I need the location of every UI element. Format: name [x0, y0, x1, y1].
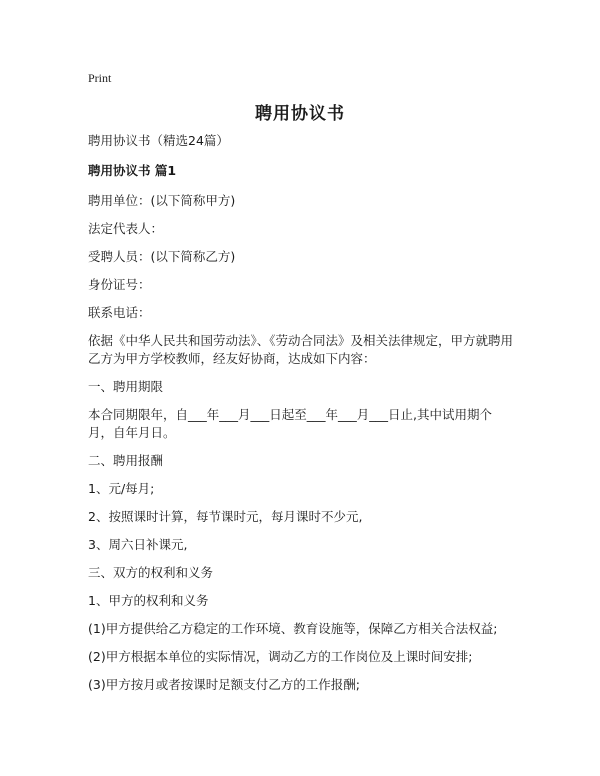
- paragraph-employer: 聘用单位：(以下简称甲方): [88, 193, 236, 208]
- paragraph-phone: 联系电话：: [88, 305, 151, 320]
- paragraph-legal-rep: 法定代表人：: [88, 221, 164, 236]
- paragraph-right-1: (1)甲方提供给乙方稳定的工作环境、教育设施等，保障乙方相关合法权益;: [88, 621, 498, 636]
- paragraph-right-3: (3)甲方按月或者按课时足额支付乙方的工作报酬;: [88, 677, 360, 692]
- heading-party-a-rights: 1、甲方的权利和义务: [88, 593, 209, 608]
- paragraph-comp-3: 3、周六日补课元,: [88, 537, 188, 552]
- paragraph-term: 本合同期限年，自___年___月___日起至___年___月___日止,其中试用期个月，自年月日。: [88, 407, 492, 440]
- print-label: Print: [88, 71, 112, 85]
- paragraph-right-2: (2)甲方根据本单位的实际情况，调动乙方的工作岗位及上课时间安排;: [88, 649, 473, 664]
- heading-compensation: 二、聘用报酬: [88, 453, 164, 468]
- paragraph-comp-1: 1、元/每月;: [88, 481, 155, 496]
- paragraph-comp-2: 2、按照课时计算，每节课时元，每月课时不少元,: [88, 509, 363, 524]
- document-title: 聘用协议书: [255, 104, 345, 124]
- heading-term: 一、聘用期限: [88, 379, 164, 394]
- section-heading: 聘用协议书 篇1: [88, 163, 177, 178]
- heading-rights: 三、双方的权利和义务: [88, 565, 214, 580]
- document-subtitle: 聘用协议书（精选24篇）: [88, 133, 229, 148]
- paragraph-employee: 受聘人员：(以下简称乙方): [88, 249, 236, 264]
- document-body: [88, 132, 516, 694]
- paragraph-legal-basis: 依据《中华人民共和国劳动法》、《劳动合同法》及相关法律规定，甲方就聘用乙方为甲方学校教师，经友好协商，达成如下内容：: [88, 333, 514, 366]
- paragraph-id-number: 身份证号：: [88, 277, 151, 292]
